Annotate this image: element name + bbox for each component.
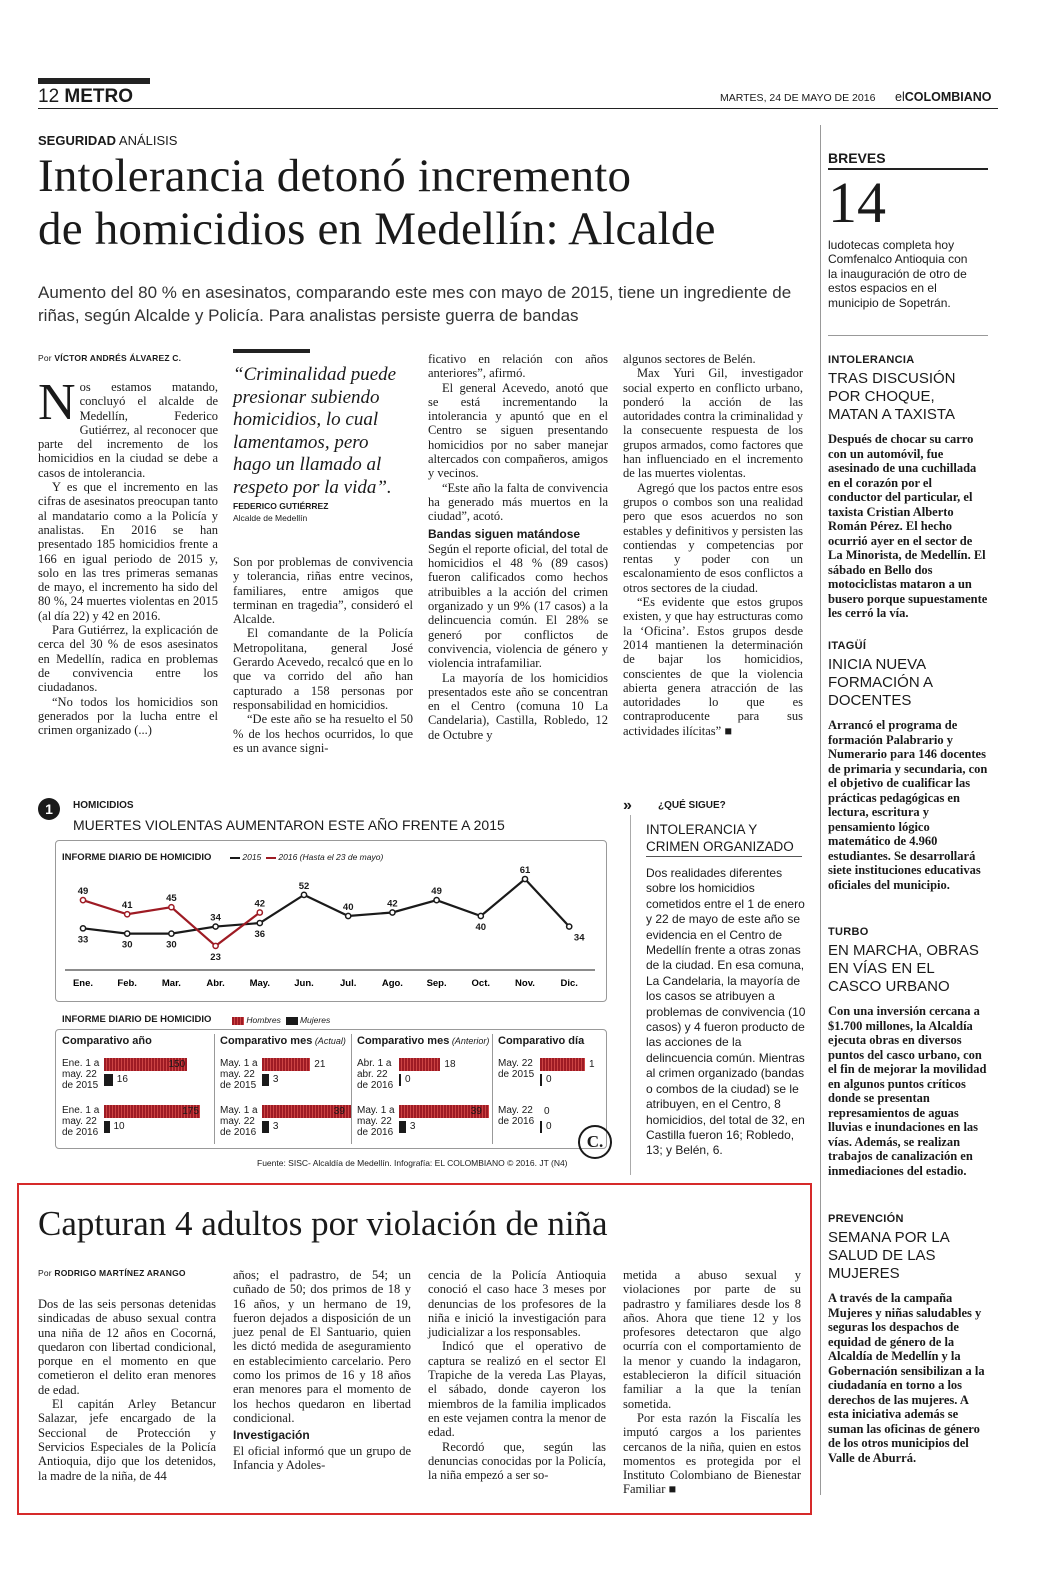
- data-point: [478, 913, 483, 918]
- article1-col4: algunos sectores de Belén. Max Yuri Gil, investigador social experto en conflicto urbano, ponderó la acción de las autoridades contra la criminalidad y la consecuente respuesta de los grupos armados, como factores que han influenciado en el incremento de las muertes violentas. Agregó que los pactos entre esos grupos o combos son una realidad pero que esos acuerdos no son estables y definitivos y persisten las contiendas y competencias por rentas y poder con un escalonamiento de esos conflictos a otros sectores de la ciudad. “Es evidente que estos grupos existen, y que hay estructuras como la ‘Oficina’. Estos grupos desde 2014 mantienen la determinación de bajar los homicidios, conscientes de que la violencia abierta genera atracción de las autoridades lo que es contraproducente para sus actividades ilícitas” ■: [623, 352, 803, 738]
- breve-head: EN MARCHA, OBRAS EN VÍAS EN EL CASCO URBANO: [828, 942, 979, 995]
- comparison-row-label: May. 22 de 2015: [498, 1058, 535, 1080]
- bar-compare-box: [55, 1029, 607, 1149]
- dropcap: N: [38, 374, 76, 431]
- x-tick-label: Nov.: [515, 978, 535, 989]
- data-point: [80, 898, 85, 903]
- breve-body: Arrancó el programa de formación Palabrario y Numerario para 146 docentes de primaria y secundaria, con el objetivo de cualificar las prácticas pedagógicas en lectura, escritura y pensamiento lógico matemático de 4.960 estudiantes. Se desarrollará siete instituciones educativas oficiales del municipio.: [828, 718, 988, 892]
- chevrons-icon: »: [623, 797, 632, 814]
- breve-body: Después de chocar su carro con un automóvil, fue asesinado de una cuchillada en el corazón por el conductor del particular, el taxista Cristian Alberto Román Pérez. El hecho ocurrió ayer en el sector de La Minorista, de Medellín. El sábado en Bello dos motociclistas mataron a un busero porque supuestamente les cerró la vía.: [828, 432, 988, 620]
- section-name: METRO: [64, 86, 134, 107]
- article2-byline: Por RODRIGO MARTÍNEZ ARANGO: [38, 1268, 186, 1278]
- infographic-tag: HOMICIDIOS: [73, 800, 134, 811]
- data-label: 45: [166, 893, 177, 905]
- comparison-row-label: Ene. 1 a may. 22 de 2015: [62, 1058, 100, 1091]
- brand-logo: elCOLOMBIANO: [895, 90, 992, 104]
- data-point: [257, 910, 262, 915]
- data-label: 30: [121, 939, 133, 951]
- page-header-section: [38, 86, 133, 108]
- bar-legend: [232, 1015, 330, 1025]
- legend-hombres: Hombres: [246, 1015, 281, 1025]
- breve-item-1: [828, 640, 988, 892]
- comparison-row-label: Abr. 1 a abr. 22 de 2016: [357, 1058, 394, 1091]
- article2-headline: Capturan 4 adultos por violación de niña: [38, 1204, 608, 1243]
- x-tick-label: Abr.: [206, 978, 225, 989]
- quote-rule: [233, 349, 310, 353]
- bar-hombres-value: 175: [182, 1106, 199, 1117]
- breve-tag: INTOLERANCIA: [828, 354, 915, 366]
- data-label: 40: [342, 902, 354, 913]
- que-sigue-tag: ¿QUÉ SIGUE?: [658, 800, 726, 811]
- article2-col3: cencia de la Policía Antioquia conoció el caso hace 3 meses por denuncias de los profesores de la niña e inició la investigación para judicializar a los responsables. Indicó que el operativo de captura se realizó en el sector El Trapiche de la vereda Las Playas, el sábado, donde cayeron los miembros de la familia implicados en este vejamen contra la menor de edad. Recordó que, según las denuncias conocidas por la Policía, la niña empezó a ser so-: [428, 1268, 606, 1483]
- data-label: 34: [210, 912, 221, 924]
- data-point: [125, 931, 130, 936]
- bar-mujeres-value: 3: [409, 1121, 416, 1132]
- bar-mujeres-value: 3: [272, 1121, 279, 1132]
- bar-hombres: [262, 1058, 310, 1071]
- x-tick-label: Jul.: [340, 978, 357, 989]
- bar-mujeres-value: 16: [116, 1074, 128, 1085]
- header-rule: [38, 108, 998, 109]
- bar-hombres-value: 0: [544, 1106, 550, 1117]
- legend-mujeres-swatch: [286, 1017, 298, 1025]
- article2-col1: Dos de las seis personas detenidas sindicadas de abuso sexual contra una niña de 12 años en Cocorná, quedaron con libertad condicional, porque en el momento en que cometieron el delito eran menores de edad. El capitán Arley Betancur Salazar, jefe encargado de la Seccional de Protección y Servicios Especiales de la Policía Antioquia, dijo que los detenidos, la madre de la niña, de 44: [38, 1297, 216, 1483]
- series-line-2015: [83, 879, 569, 934]
- breve-body: A través de la campaña Mujeres y niñas saludables y seguras los despachos de equidad de género de la Alcaldía de Medellín y la Gobernación sensibilizan a la ciudadanía en torno a los derechos de las mujeres. A esta iniciativa además se suman las oficinas de género de los otros municipios del Valle de Aburrá.: [828, 1291, 985, 1465]
- breve-item-0: [828, 354, 988, 621]
- subhead-investigacion: Investigación: [233, 1428, 310, 1443]
- quote-role: Alcalde de Medellín: [233, 513, 308, 523]
- bar-mujeres-value: 3: [272, 1074, 279, 1085]
- bar-mujeres: [104, 1121, 110, 1133]
- subhead-bandas: Bandas siguen matándose: [428, 526, 581, 541]
- quote-author: FEDERICO GUTIÉRREZ: [233, 501, 329, 511]
- page-number: 12: [38, 86, 60, 107]
- bar-hombres-value: 150: [168, 1059, 186, 1070]
- bar-hombres: [399, 1058, 440, 1071]
- breves-big-text: ludotecas completa hoy Comfenalco Antioquia con la inauguración de otro de estos espacios en el municipio de Sopetrán.: [828, 238, 968, 310]
- bar-mujeres: [399, 1074, 401, 1086]
- data-point: [169, 931, 174, 936]
- bar-mujeres: [540, 1074, 542, 1086]
- data-point: [257, 920, 262, 925]
- comparison-row-label: Ene. 1 a may. 22 de 2016: [62, 1105, 100, 1138]
- article1-byline: Por VÍCTOR ANDRÉS ÁLVAREZ C.: [38, 353, 182, 363]
- infographic-number: 1: [38, 798, 60, 820]
- x-tick-label: Ene.: [72, 978, 94, 989]
- x-tick-label: Dic.: [560, 978, 578, 989]
- legend-2015-swatch: [230, 857, 240, 859]
- data-label: 30: [166, 939, 177, 951]
- article2-col4: metida a abuso sexual y violaciones por parte de su padrastro y familiares desde los 8 años. Ahora que tiene 12 y los profesores detectaron que algo ocurría con el comportamiento de la menor y cuando la indagaron, establecieron la difícil situación familiar a la que la tenían sometida. Por esta razón la Fiscalía les imputó cargos a los parientes cercanos de la niña, quien en estos momentos es protegida por el Instituto Colombiano de Bienestar Familiar ■: [623, 1268, 801, 1497]
- breve-head: INICIA NUEVA FORMACIÓN A DOCENTES: [828, 656, 933, 709]
- data-point: [301, 892, 306, 897]
- data-point: [567, 924, 572, 929]
- x-tick-label: May.: [249, 978, 271, 989]
- el-colombiano-logo: C.: [578, 1125, 612, 1159]
- data-label: 33: [77, 934, 89, 946]
- data-point: [522, 876, 527, 881]
- article1-col2: Son por problemas de convivencia y tolerancia, riñas entre vecinos, familiares, entre amigos que terminan en tragedia”, consideró el Alcalde. El comandante de la Policía Metropolitana, general José Gerardo Acevedo, recalcó que en lo que va corrido del año han capturado a 158 personas por responsabilidad en homicidios. “De este año se ha resuelto el 50 % de los hechos ocurridos, lo que es un avance signi-: [233, 555, 413, 755]
- comparison-title: Comparativo mes (Actual): [220, 1035, 346, 1047]
- que-sigue-head: INTOLERANCIA Y CRIMEN ORGANIZADO: [646, 822, 794, 854]
- bar-mujeres-value: 0: [546, 1074, 552, 1085]
- legend-hombres-swatch: [232, 1017, 244, 1025]
- data-label: 61: [519, 865, 531, 877]
- breve-item-2: [828, 926, 988, 1178]
- article2-col2: años; el padrastro, de 54; un cuñado de 50; dos primos de 18 y 16 años, y un hermano de 19, fueron dejados a disposición de un juez penal de El Santuario, quien les dictó medida de aseguramiento en establecimiento carcelario. Pero como los primos de 16 y 18 años eran menores para el momento de los hechos quedaron en libertad condicional. Investigación El oficial informó que un grupo de Infancia y Adoles-: [233, 1268, 411, 1472]
- bar-mujeres: [540, 1121, 542, 1133]
- article1-headline: Intolerancia detonó incremento de homicidios en Medellín: Alcalde: [38, 150, 716, 255]
- legend-2016-swatch: [266, 857, 276, 859]
- article1-col1: N os estamos matando, concluyó el alcalde de Medellín, Federico Gutiérrez, al reconocer que parte del incremento de los homicidios en la ciudad se debe a casos de intolerancia. Y es que el incremento en las cifras de asesinatos preocupan tanto al mandatario como a la Policía y analistas. En 2016 se han presentado 185 homicidios frente a 166 en igual periodo de 2015 y, solo en las tres primeras semanas de mayo, el incremento ha sido del 80 %, 24 muertes violentas en 2015 (al día 22) y 42 en 2016. Para Gutiérrez, la explicación de cerca del 30 % de esos asesinatos en Medellín, radica en problemas de convivencia entre los ciudadanos. “No todos los homicidios son generados por la lucha entre el crimen organizado (...): [38, 374, 218, 738]
- pull-quote: “Criminalidad puede presionar subiendo homicidios, lo cual lamentamos, pero hago un llamado al respeto por la vida”.: [233, 364, 397, 498]
- breves-label: BREVES: [828, 150, 886, 166]
- x-tick-label: Sep.: [426, 978, 447, 989]
- bar-mujeres: [399, 1121, 406, 1133]
- legend-2015: 2015: [242, 852, 262, 862]
- data-point: [80, 926, 85, 931]
- comparison-title: Comparativo año: [62, 1035, 152, 1047]
- breves-big-number: 14: [828, 170, 886, 235]
- breve-body: Con una inversión cercana a $1.700 millones, la Alcaldía ejecuta obras en diversos puntos del casco urbano, con el fin de mejorar la movilidad en algunos puntos críticos donde se presentan represamientos de aguas lluvias e inundaciones en las vías. Además, se realizan trabajos de canalización en inmediaciones del estadio.: [828, 1004, 987, 1178]
- data-label: 34: [573, 932, 585, 944]
- infographic-source: Fuente: SISC- Alcaldía de Medellín. Infografía: EL COLOMBIANO © 2016. JT (N4): [257, 1158, 568, 1168]
- comparison-title: Comparativo día: [498, 1035, 585, 1047]
- data-point: [213, 943, 218, 948]
- bar-mujeres-value: 0: [405, 1074, 411, 1085]
- bar-hombres-value: 39: [470, 1106, 482, 1117]
- breve-head: SEMANA POR LA SALUD DE LAS MUJERES: [828, 1229, 949, 1282]
- data-point: [125, 912, 130, 917]
- bar-mujeres-value: 10: [113, 1121, 125, 1132]
- data-label: 52: [298, 880, 310, 892]
- data-label: 41: [121, 900, 133, 912]
- infographic-title: MUERTES VIOLENTAS AUMENTARON ESTE AÑO FRENTE A 2015: [73, 817, 505, 833]
- legend-2016: 2016 (Hasta el 23 de mayo): [278, 852, 384, 862]
- breves-sep-0: [828, 335, 988, 336]
- article1-col3: ficativo en relación con años anteriores”, afirmó. El general Acevedo, anotó que se está incrementando la intolerancia y apuntó que en el Centro se siguen presentando homicidios por no saber manejar altercados con compañeros, amigos y vecinos. “Este año la falta de convivencia ha generado más muertos en la ciudad”, acotó. Bandas siguen matándose Según el reporte oficial, del total de homicidios el 48 % (89 casos) fueron calificados como hechos atribuibles a la acción del crimen organizado y un 9% (17 casos) a la delincuencia común. El 28% se generó por conflictos de convivencia, violencia de género y violencia intrafamiliar. La mayoría de los homicidios presentados este año se concentran en el Centro (comuna 10 La Candelaria), Castilla, Robledo, 12 de Octubre y: [428, 352, 608, 742]
- issue-date: MARTES, 24 DE MAYO DE 2016: [720, 92, 876, 104]
- comparison-row-label: May. 22 de 2016: [498, 1105, 535, 1127]
- header-accent-bar: [38, 78, 150, 84]
- data-label: 42: [387, 898, 398, 910]
- breve-head: TRAS DISCUSIÓN POR CHOQUE, MATAN A TAXISTA: [828, 370, 956, 423]
- comparison-row-label: May. 1 a may. 22 de 2015: [220, 1058, 258, 1091]
- legend-mujeres: Mujeres: [299, 1015, 331, 1025]
- comparison-divider: [492, 1034, 493, 1144]
- breves-divider: [820, 125, 821, 1495]
- data-label: 36: [254, 929, 266, 941]
- que-sigue-rule: [646, 856, 802, 857]
- article1-kicker: SEGURIDAD ANÁLISIS: [38, 133, 178, 148]
- data-point: [346, 913, 351, 918]
- x-tick-label: Jun.: [294, 978, 314, 989]
- comparison-title: Comparativo mes (Anterior): [357, 1035, 490, 1047]
- breve-tag: ITAGÜÍ: [828, 640, 867, 652]
- que-sigue-body: Dos realidades diferentes sobre los homicidios cometidos entre el 1 de enero y 22 de mayo de este año se evidencia en el Centro de Medellín frente a otras zonas de la ciudad. En esa comuna, La Candelaria, la mayoría de los casos se atribuyen a problemas de convivencia (10 casos) y 4 fueron producto de las acciones de la delincuencia común. Mientras al crimen organizado (bandas o combos de la ciudad) se le atribuyen, en el Centro, 8 homicidios, del total de 32, en Castilla fueron 16; Robledo, 13; y Belén, 6.: [646, 866, 806, 1158]
- data-point: [169, 905, 174, 910]
- bar-mujeres-value: 0: [546, 1121, 552, 1132]
- x-tick-label: Ago.: [381, 978, 403, 989]
- article1-deck: Aumento del 80 % en asesinatos, comparando este mes con mayo de 2015, tiene un ingrediente de riñas, según Alcalde y Policía. Para analistas persiste guerra de bandas: [38, 283, 792, 325]
- data-label: 40: [475, 922, 487, 933]
- bar-mujeres: [262, 1121, 269, 1133]
- bar-hombres-value: 18: [444, 1059, 456, 1070]
- data-label: 49: [431, 886, 442, 898]
- data-label: 23: [210, 951, 221, 963]
- x-tick-label: Oct.: [471, 978, 491, 989]
- homicide-line-chart: [55, 860, 605, 995]
- data-label: 42: [254, 898, 266, 910]
- comparison-divider: [214, 1034, 215, 1144]
- x-tick-label: Mar.: [161, 978, 181, 989]
- data-label: 49: [77, 886, 89, 898]
- bar-hombres-value: 21: [314, 1059, 326, 1070]
- bar-mujeres: [262, 1074, 269, 1086]
- bar-chart-title: INFORME DIARIO DE HOMICIDIO: [62, 1014, 212, 1025]
- comparison-divider: [351, 1034, 352, 1144]
- bar-mujeres: [104, 1074, 113, 1086]
- que-sigue-divider: [630, 815, 631, 1175]
- bar-hombres: [540, 1058, 585, 1071]
- breve-tag: TURBO: [828, 926, 869, 938]
- bar-hombres-value: 39: [333, 1106, 345, 1117]
- breve-item-3: [828, 1213, 988, 1465]
- line-chart-title: INFORME DIARIO DE HOMICIDIO: [62, 852, 212, 863]
- breve-tag: PREVENCIÓN: [828, 1213, 904, 1225]
- bar-hombres-value: 1: [589, 1059, 595, 1070]
- comparison-row-label: May. 1 a may. 22 de 2016: [357, 1105, 395, 1138]
- x-tick-label: Feb.: [117, 978, 137, 989]
- data-point: [213, 924, 218, 929]
- comparison-row-label: May. 1 a may. 22 de 2016: [220, 1105, 258, 1138]
- data-point: [390, 910, 395, 915]
- data-point: [434, 898, 439, 903]
